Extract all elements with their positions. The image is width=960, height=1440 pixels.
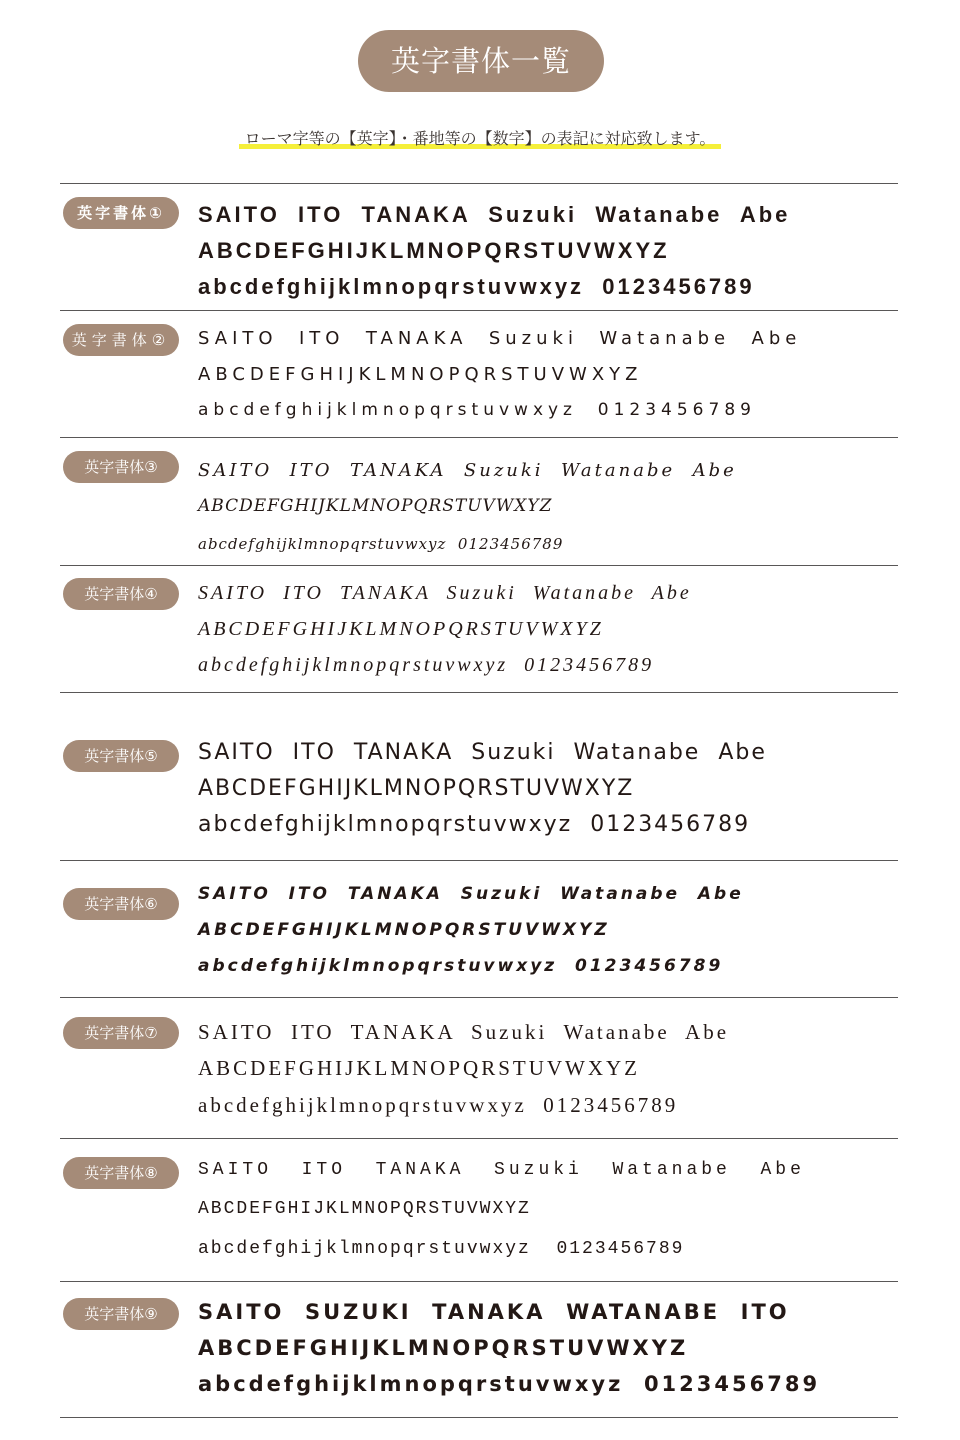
font-badge: 英字書体③ (63, 451, 179, 483)
sample-line-lowercase-digits: abcdefghijklmnopqrstuvwxyz 0123456789 (198, 1093, 679, 1117)
subtitle-container (0, 126, 960, 151)
sample-line-lowercase-digits: abcdefghijklmnopqrstuvwxyz 0123456789 (198, 274, 755, 299)
sample-line-lowercase-digits: abcdefghijklmnopqrstuvwxyz 0123456789 (198, 1372, 821, 1396)
font-badge: 英字書体⑤ (63, 740, 179, 772)
divider (60, 565, 898, 566)
sample-line-uppercase: ABCDEFGHIJKLMNOPQRSTUVWXYZ (198, 920, 610, 940)
sample-line-uppercase: ABCDEFGHIJKLMNOPQRSTUVWXYZ (198, 776, 635, 801)
font-badge: 英字書体⑦ (63, 1017, 179, 1049)
sample-line-uppercase: ABCDEFGHIJKLMNOPQRSTUVWXYZ (198, 364, 643, 385)
divider (60, 1281, 898, 1282)
sample-line-names: SAITO ITO TANAKA Suzuki Watanabe Abe (198, 328, 802, 349)
sample-line-names: SAITO ITO TANAKA Suzuki Watanabe Abe (198, 202, 791, 227)
page-subtitle: ローマ字等の【英字】・番地等の【数字】の表記に対応致します。 (239, 126, 722, 151)
divider (60, 310, 898, 311)
divider (60, 183, 898, 184)
sample-line-names: SAITO ITO TANAKA Suzuki Watanabe Abe (198, 1020, 730, 1044)
sample-line-lowercase-digits: abcdefghijklmnopqrstuvwxyz 0123456789 (198, 956, 724, 976)
sample-line-names: SAITO ITO TANAKA Suzuki Watanabe Abe (198, 1160, 805, 1180)
font-badge: 英字書体⑧ (63, 1157, 179, 1189)
sample-line-lowercase-digits: abcdefghijklmnopqrstuvwxyz 0123456789 (198, 400, 756, 420)
divider (60, 860, 898, 861)
sample-line-uppercase: ABCDEFGHIJKLMNOPQRSTUVWXYZ (198, 1056, 641, 1080)
sample-line-lowercase-digits: abcdefghijklmnopqrstuvwxyz 0123456789 (198, 654, 655, 676)
sample-line-lowercase-digits: abcdefghijklmnopqrstuvwxyz 0123456789 (198, 535, 564, 553)
divider (60, 692, 898, 693)
font-badge: 英字書体② (63, 324, 179, 356)
divider (60, 1417, 898, 1418)
sample-line-lowercase-digits: abcdefghijklmnopqrstuvwxyz 0123456789 (198, 812, 751, 837)
divider (60, 1138, 898, 1139)
sample-line-uppercase: ABCDEFGHIJKLMNOPQRSTUVWXYZ (198, 238, 670, 263)
font-badge: 英字書体⑨ (63, 1298, 179, 1330)
sample-line-uppercase: ABCDEFGHIJKLMNOPQRSTUVWXYZ (198, 1199, 531, 1219)
divider (60, 997, 898, 998)
divider (60, 437, 898, 438)
sample-line-names: SAITO SUZUKI TANAKA WATANABE ITO (198, 1300, 790, 1324)
sample-line-names: SAITO ITO TANAKA Suzuki Watanabe Abe (198, 460, 737, 481)
sample-line-names: SAITO ITO TANAKA Suzuki Watanabe Abe (198, 582, 692, 604)
font-badge: 英字書体④ (63, 578, 179, 610)
sample-line-uppercase: ABCDEFGHIJKLMNOPQRSTUVWXYZ (198, 618, 604, 640)
page-title: 英字書体一覧 (358, 30, 604, 92)
sample-line-names: SAITO ITO TANAKA Suzuki Watanabe Abe (198, 884, 744, 904)
sample-line-lowercase-digits: abcdefghijklmnopqrstuvwxyz 0123456789 (198, 1239, 685, 1259)
font-badge: 英字書体⑥ (63, 888, 179, 920)
sample-line-uppercase: ABCDEFGHIJKLMNOPQRSTUVWXYZ (198, 1336, 689, 1360)
sample-line-names: SAITO ITO TANAKA Suzuki Watanabe Abe (198, 740, 767, 765)
sample-line-uppercase: ABCDEFGHIJKLMNOPQRSTUVWXYZ (198, 496, 553, 516)
font-badge: 英字書体① (63, 197, 179, 229)
